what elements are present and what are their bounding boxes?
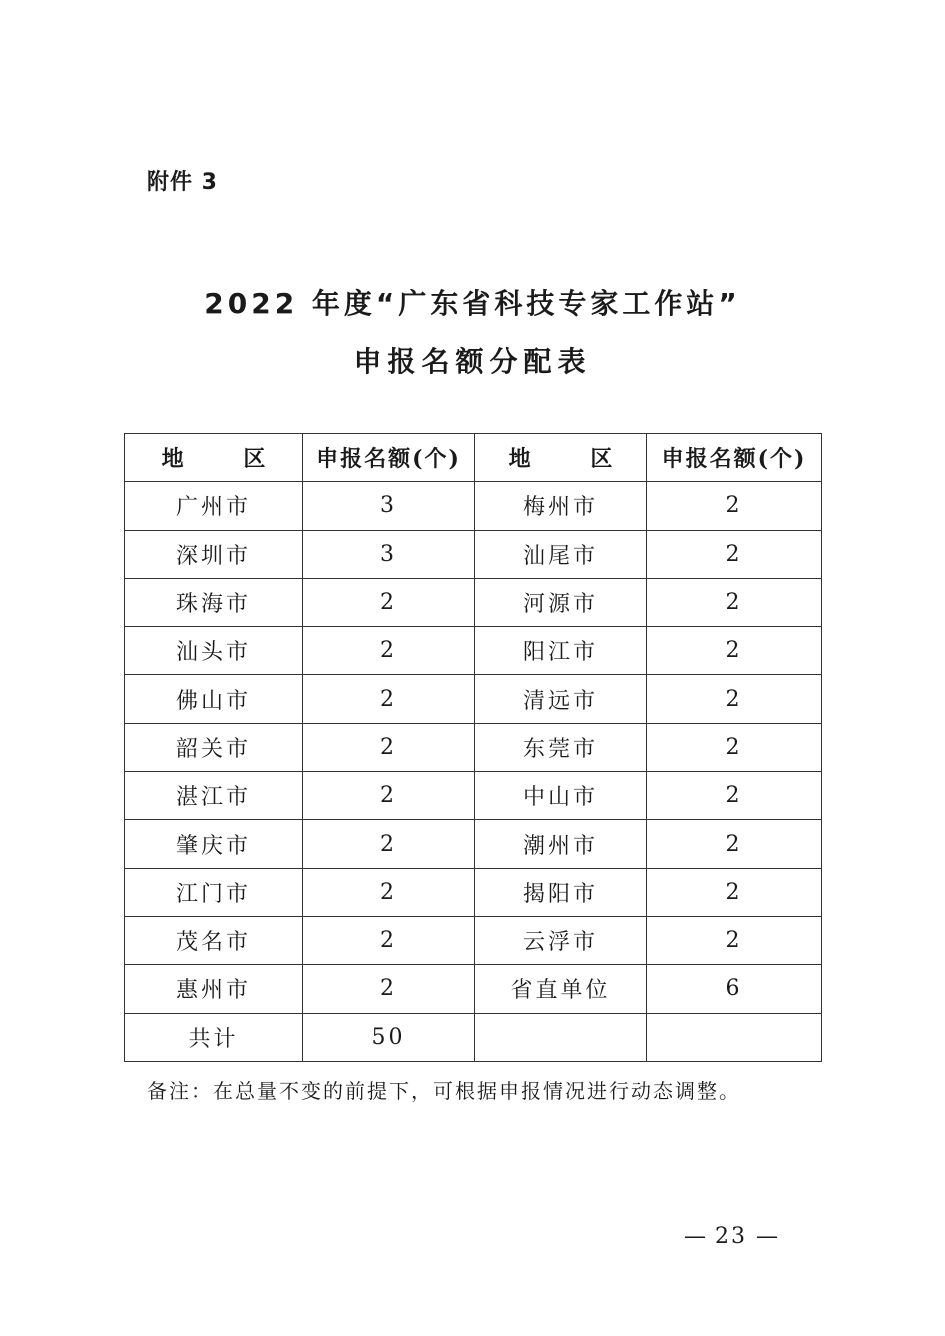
cell-region-right: 省直单位 xyxy=(475,965,647,1013)
cell-region-left: 汕头市 xyxy=(125,627,303,675)
cell-region-left: 茂名市 xyxy=(125,916,303,964)
cell-region-right: 潮州市 xyxy=(475,820,647,868)
table-row xyxy=(125,723,822,771)
cell-region-right: 中山市 xyxy=(475,772,647,820)
cell-quota-right: 2 xyxy=(647,627,822,675)
table-row xyxy=(125,965,822,1013)
table-row xyxy=(125,772,822,820)
quota-table xyxy=(124,433,822,1062)
cell-quota-right: 2 xyxy=(647,530,822,578)
table-row xyxy=(125,578,822,626)
cell-quota-right: 6 xyxy=(647,965,822,1013)
table-row xyxy=(125,675,822,723)
document-title-line1: 2022 年度“广东省科技专家工作站” xyxy=(204,287,741,320)
cell-region-left: 佛山市 xyxy=(125,675,303,723)
cell-region-left: 韶关市 xyxy=(125,723,303,771)
cell-quota-right: 2 xyxy=(647,916,822,964)
header-quota-right: 申报名额(个) xyxy=(647,434,822,482)
attachment-label: 附件 3 xyxy=(147,170,218,195)
cell-region-right: 梅州市 xyxy=(475,482,647,530)
document-title-line2: 申报名额分配表 xyxy=(353,345,592,378)
cell-region-right: 清远市 xyxy=(475,675,647,723)
page-number: 23 xyxy=(715,1224,747,1249)
cell-quota-left: 2 xyxy=(303,578,475,626)
cell-quota-right: 2 xyxy=(647,820,822,868)
cell-region-left: 惠州市 xyxy=(125,965,303,1013)
cell-region-right: 河源市 xyxy=(475,578,647,626)
cell-region-left: 肇庆市 xyxy=(125,820,303,868)
cell-quota-right: 2 xyxy=(647,578,822,626)
table-total-row xyxy=(125,1013,822,1061)
table-row xyxy=(125,868,822,916)
total-label: 共计 xyxy=(125,1013,303,1061)
cell-quota-left: 2 xyxy=(303,627,475,675)
header-region-right: 地 区 xyxy=(475,434,647,482)
table-row xyxy=(125,916,822,964)
table-header-row xyxy=(125,434,822,482)
cell-region-right: 阳江市 xyxy=(475,627,647,675)
page-number-footer xyxy=(684,1224,778,1249)
table-row xyxy=(125,482,822,530)
cell-quota-left: 2 xyxy=(303,916,475,964)
page-dash-right: — xyxy=(756,1224,778,1249)
cell-region-left: 珠海市 xyxy=(125,578,303,626)
cell-quota-right: 2 xyxy=(647,772,822,820)
cell-quota-left: 3 xyxy=(303,530,475,578)
cell-region-right: 云浮市 xyxy=(475,916,647,964)
cell-quota-left: 2 xyxy=(303,772,475,820)
cell-region-left: 广州市 xyxy=(125,482,303,530)
cell-quota-right: 2 xyxy=(647,723,822,771)
table-row xyxy=(125,530,822,578)
cell-region-left: 深圳市 xyxy=(125,530,303,578)
cell-quota-left: 2 xyxy=(303,820,475,868)
footnote: 备注：在总量不变的前提下，可根据申报情况进行动态调整。 xyxy=(147,1079,741,1103)
cell-quota-left: 2 xyxy=(303,675,475,723)
header-region-left: 地 区 xyxy=(125,434,303,482)
total-empty-cell xyxy=(647,1013,822,1061)
total-empty-cell xyxy=(475,1013,647,1061)
cell-region-left: 江门市 xyxy=(125,868,303,916)
page-dash-left: — xyxy=(684,1224,706,1249)
table-row xyxy=(125,820,822,868)
cell-region-left: 湛江市 xyxy=(125,772,303,820)
cell-region-right: 东莞市 xyxy=(475,723,647,771)
cell-quota-left: 2 xyxy=(303,723,475,771)
table-body xyxy=(125,482,822,1013)
cell-quota-left: 2 xyxy=(303,965,475,1013)
cell-quota-right: 2 xyxy=(647,482,822,530)
cell-quota-right: 2 xyxy=(647,675,822,723)
cell-quota-left: 3 xyxy=(303,482,475,530)
header-quota-left: 申报名额(个) xyxy=(303,434,475,482)
total-value: 50 xyxy=(303,1013,475,1061)
cell-quota-left: 2 xyxy=(303,868,475,916)
cell-quota-right: 2 xyxy=(647,868,822,916)
cell-region-right: 汕尾市 xyxy=(475,530,647,578)
cell-region-right: 揭阳市 xyxy=(475,868,647,916)
table-row xyxy=(125,627,822,675)
